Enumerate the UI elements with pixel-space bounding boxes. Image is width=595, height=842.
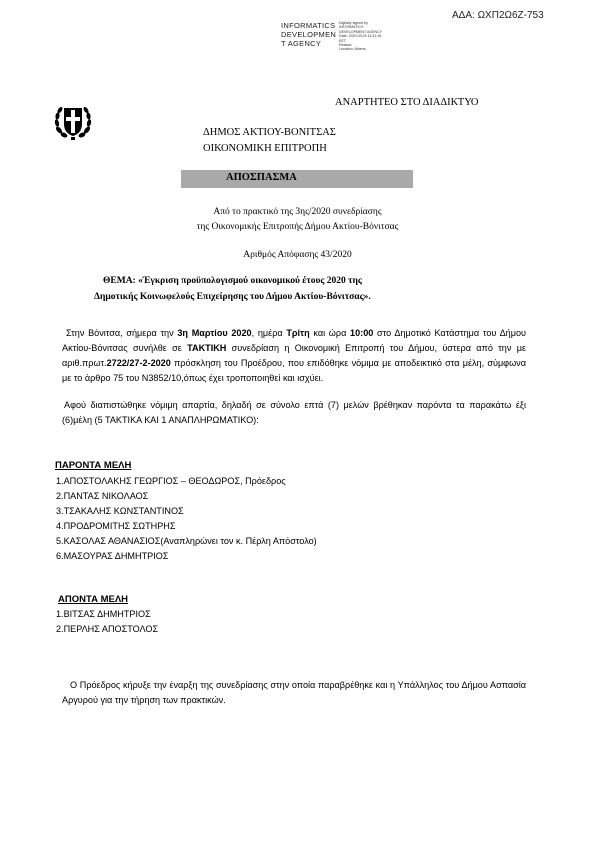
meeting-day: Τρίτη <box>286 328 310 338</box>
text-span: και ώρα <box>309 328 351 338</box>
present-member: 6.ΜΑΣΟΥΡΑΣ ΔΗΜΗΤΡΙΟΣ <box>56 551 169 561</box>
text-span: Στην Βόνιτσα, σήμερα την <box>66 328 178 338</box>
text-span: πρόσκληση του Προέδρου, που επιδόθηκε νόμιμα με αποδεικτικό στα μέλη, σύμφωνα με το άρθρο 75 του Ν3852/10,όπως έχει τροποποιηθεί και ισχύει. <box>62 358 526 383</box>
signature-line: DEVELOPMENT AGENCY <box>339 29 383 34</box>
minutes-committee: της Οικονομικής Επιτροπής Δήμου Ακτίου-Βόνιτσας <box>196 222 399 232</box>
signature-details <box>339 21 382 52</box>
municipality-name: ΔΗΜΟΣ ΑΚΤΙΟΥ-ΒΟΝΙΤΣΑΣ <box>203 127 336 138</box>
signature-line: EET <box>339 38 346 43</box>
quorum-paragraph: Αφού διαπιστώθηκε νόμιμη απαρτία, δηλαδή σε σύνολο επτά (7) μελών βρέθηκαν παρόντα τα παρακάτω έξι (6)μέλη (5 ΤΑΚΤΙΚΑ ΚΑΙ 1 ΑΝΑΠΛΗΡΩΜΑΤΙΚΟ): <box>62 400 526 425</box>
minutes-reference: Από το πρακτικό της 3ης/2020 συνεδρίασης <box>213 207 382 217</box>
ada-number: ΑΔΑ: ΩΧΠ2Ω6Ζ-753 <box>452 10 544 21</box>
present-member: 3.ΤΣΑΚΑΛΗΣ ΚΩΝΣΤΑΝΤΙΝΟΣ <box>56 506 184 516</box>
meeting-time: 10:00 <box>350 328 374 338</box>
present-member: 5.ΚΑΣΟΛΑΣ ΑΘΑΝΑΣΙΟΣ(Αναπληρώνει τον κ. Πέρλη Απόστολο) <box>56 536 317 546</box>
meeting-type: ΤΑΚΤΙΚΗ <box>187 343 227 353</box>
signature-line: Date: 2020.03.09 11:21:16 <box>339 34 382 39</box>
signature-line: Location: Athens <box>339 47 366 52</box>
opening-paragraph: Ο Πρόεδρος κήρυξε την έναρξη της συνεδρίασης στην οποία παραβρέθηκε και η Υπάλληλος του Δήμου Ασπασία Αργυρού για την τήρηση των πρακτικών. <box>62 680 526 705</box>
signature-line: INFORMATICS <box>339 25 364 30</box>
text-span: , ημέρα <box>251 328 287 338</box>
excerpt-label: ΑΠΟΣΠΑΣΜΑ <box>226 172 297 183</box>
present-members-heading: ΠΑΡΟΝΤΑ ΜΕΛΗ <box>55 460 132 471</box>
signature-line: Digitally signed by <box>339 21 368 25</box>
decision-number: Αριθμός Απόφασης 43/2020 <box>243 250 352 260</box>
meeting-paragraph <box>62 326 526 386</box>
committee-name: ΟΙΚΟΝΟΜΙΚΗ ΕΠΙΤΡΟΠΗ <box>203 143 327 154</box>
signature-line: Reason: <box>339 43 353 48</box>
text-span: στο Δημοτικό Κατάστημα του Δήμου Ακτίου-Βόνιτσας συνήλθε σε <box>62 328 526 353</box>
subject-line: ΘΕΜΑ: «Έγκριση προϋπολογισμού οικονομικού έτους 2020 της <box>103 276 362 286</box>
absent-members-heading: ΑΠΟΝΤΑ ΜΕΛΗ <box>58 594 129 605</box>
present-member: 4.ΠΡΟΔΡΟΜΙΤΗΣ ΣΩΤΗΡΗΣ <box>56 521 176 531</box>
post-online-heading: ΑΝΑΡΤΗΤΕΟ ΣΤΟ ΔΙΑΔΙΚΤΥΟ <box>335 97 479 108</box>
agency-name-line: DEVELOPMEN <box>281 30 337 39</box>
absent-member: 1.ΒΙΤΣΑΣ ΔΗΜΗΤΡΙΟΣ <box>56 609 151 619</box>
greek-state-emblem-icon <box>52 100 94 142</box>
subject-line: Δημοτικής Κοινωφελούς Επιχείρησης του Δήμου Ακτίου-Βόνιτσας». <box>94 292 371 302</box>
absent-member: 2.ΠΕΡΛΗΣ ΑΠΟΣΤΟΛΟΣ <box>56 624 159 634</box>
agency-name-line: T AGENCY <box>281 39 322 48</box>
text-span: συνεδρίαση η Οικονομική Επιτροπή του Δήμου, ύστερα από την με αριθ.πρωτ. <box>62 343 526 368</box>
protocol-number: 2722/27-2-2020 <box>106 358 171 368</box>
present-member: 1.ΑΠΟΣΤΟΛΑΚΗΣ ΓΕΩΡΓΙΟΣ – ΘΕΟΔΩΡΟΣ, Πρόεδρος <box>56 476 286 486</box>
present-member: 2.ΠΑΝΤΑΣ ΝΙΚΟΛΑΟΣ <box>56 491 149 501</box>
meeting-date: 3η Μαρτίου 2020 <box>177 328 252 338</box>
excerpt-banner <box>181 170 413 188</box>
agency-signature-stamp <box>281 21 451 61</box>
agency-name-line: INFORMATICS <box>281 21 336 30</box>
